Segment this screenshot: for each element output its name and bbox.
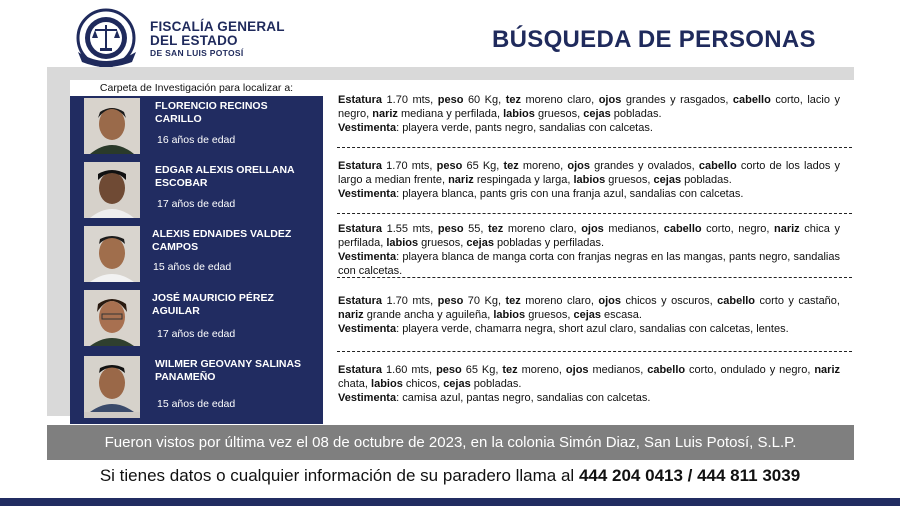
person-name: WILMER GEOVANY SALINAS PANAMEÑO — [155, 358, 302, 383]
description-keyword: ojos — [598, 94, 622, 106]
description-keyword: ojos — [567, 160, 590, 172]
person-description — [338, 222, 840, 278]
description-text: gruesos, — [534, 108, 584, 120]
description-text: grande ancha y aguileña, — [363, 309, 494, 321]
org-name-line1: FISCALÍA GENERAL — [150, 19, 285, 34]
person-name: JOSÉ MAURICIO PÉREZ AGUILAR — [152, 292, 274, 317]
description-keyword: nariz — [338, 309, 364, 321]
description-text: 1.70 mts, — [382, 94, 438, 106]
page-title: BÚSQUEDA DE PERSONAS — [492, 26, 816, 53]
last-seen-banner: Fueron vistos por última vez el 08 de octubre de 2023, en la colonia Simón Diaz, San Luis Potosí, S.L.P. — [47, 425, 854, 460]
description-text: gruesos, — [605, 174, 654, 186]
description-keyword: cabello — [717, 295, 756, 307]
person-card — [80, 356, 320, 414]
description-text: 1.70 mts, — [382, 160, 437, 172]
description-keyword: Estatura — [338, 160, 383, 172]
person-age: 15 años de edad — [157, 398, 236, 410]
description-keyword: labios — [573, 174, 606, 186]
description-keyword: ojos — [581, 223, 604, 235]
description-text: moreno claro, — [503, 223, 582, 235]
person-description — [338, 363, 840, 405]
description-keyword: cejas — [573, 309, 601, 321]
description-keyword: peso — [437, 295, 464, 307]
person-name: FLORENCIO RECINOS CARILLO — [155, 100, 268, 125]
description-text: escasa. — [600, 309, 642, 321]
description-keyword: cabello — [647, 364, 686, 376]
vestimenta-text: : playera blanca de manga corta con franjas negras en las mangas, pants negro, sandalias con calcetas. — [338, 251, 840, 277]
description-text: pobladas y perfiladas. — [493, 237, 605, 249]
description-keyword: peso — [437, 94, 464, 106]
vestimenta-text: : playera verde, chamarra negra, short azul claro, sandalias con calcetas, lentes. — [396, 323, 789, 335]
description-keyword: ojos — [598, 295, 621, 307]
vestimenta-label: Vestimenta — [338, 251, 397, 263]
description-keyword: nariz — [448, 174, 474, 186]
description-text: 1.70 mts, — [382, 295, 438, 307]
person-age: 17 años de edad — [157, 328, 236, 340]
description-text: corto, lacio y negro, — [338, 94, 840, 120]
contact-line — [0, 466, 900, 486]
bottom-strip — [0, 498, 900, 506]
description-text: grandes y rasgados, — [621, 94, 733, 106]
description-text: medianos, — [588, 364, 648, 376]
description-text: corto, negro, — [701, 223, 774, 235]
description-text: pobladas. — [610, 108, 662, 120]
person-photo — [84, 226, 140, 282]
description-keyword: labios — [386, 237, 419, 249]
person-photo — [84, 356, 140, 418]
description-text: 55, — [463, 223, 489, 235]
description-text: gruesos, — [525, 309, 574, 321]
description-keyword: cejas — [466, 237, 494, 249]
description-text: mediana y perfilada, — [397, 108, 504, 120]
person-name: EDGAR ALEXIS ORELLANA ESCOBAR — [155, 164, 295, 189]
description-text: corto y castaño, — [755, 295, 840, 307]
description-keyword: peso — [436, 364, 462, 376]
org-name-line2: DEL ESTADO — [150, 33, 238, 48]
vestimenta-text: : playera blanca, pants gris con una franja azul, sandalias con calcetas. — [396, 188, 744, 200]
description-keyword: nariz — [372, 108, 398, 120]
person-description — [338, 294, 840, 336]
person-photo — [84, 162, 140, 218]
description-text: chicos, — [402, 378, 444, 390]
description-keyword: tez — [503, 160, 519, 172]
divider — [337, 147, 852, 148]
description-text: pobladas. — [470, 378, 522, 390]
vestimenta-label: Vestimenta — [338, 188, 397, 200]
person-card — [80, 162, 320, 220]
contact-phones: 444 204 0413 / 444 811 3039 — [578, 466, 801, 485]
description-keyword: nariz — [774, 223, 800, 235]
description-keyword: peso — [437, 223, 464, 235]
description-keyword: Estatura — [338, 364, 383, 376]
description-text: corto, ondulado y negro, — [685, 364, 815, 376]
person-card — [80, 98, 320, 156]
person-description — [338, 159, 840, 201]
description-keyword: cejas — [443, 378, 471, 390]
agency-logo — [70, 8, 285, 70]
description-text: moreno, — [518, 160, 568, 172]
description-keyword: nariz — [814, 364, 841, 376]
description-keyword: ojos — [565, 364, 589, 376]
divider — [337, 213, 852, 214]
person-name: ALEXIS EDNAIDES VALDEZ CAMPOS — [152, 228, 292, 253]
person-age: 16 años de edad — [157, 134, 236, 146]
carpeta-label: Carpeta de Investigación para localizar a: — [70, 80, 323, 96]
contact-text: Si tienes datos o cualquier información de su paradero llama al — [99, 466, 579, 485]
description-keyword: labios — [371, 378, 403, 390]
description-keyword: cabello — [698, 160, 737, 172]
vestimenta-text: : playera verde, pants negro, sandalias con calcetas. — [396, 122, 653, 134]
description-keyword: cejas — [653, 174, 682, 186]
description-keyword: Estatura — [338, 295, 383, 307]
description-text: 60 Kg, — [463, 94, 506, 106]
description-text: gruesos, — [418, 237, 467, 249]
person-age: 17 años de edad — [157, 198, 236, 210]
description-keyword: cejas — [583, 108, 611, 120]
vestimenta-label: Vestimenta — [338, 392, 397, 404]
description-text: corto de los lados y largo a median frente, — [338, 160, 840, 186]
description-keyword: tez — [502, 364, 518, 376]
description-text: chica y perfilada, — [338, 223, 840, 249]
person-photo — [84, 98, 140, 154]
person-card — [80, 290, 320, 348]
description-text: medianos, — [603, 223, 664, 235]
description-text: 70 Kg, — [463, 295, 506, 307]
description-keyword: tez — [488, 223, 504, 235]
description-text: pobladas. — [681, 174, 732, 186]
description-text: moreno claro, — [520, 94, 599, 106]
description-text: 65 Kg, — [461, 364, 503, 376]
description-keyword: Estatura — [338, 94, 383, 106]
description-keyword: cabello — [663, 223, 702, 235]
seal-icon — [70, 8, 146, 70]
person-card — [80, 226, 320, 284]
org-name-line3: DE SAN LUIS POTOSÍ — [150, 48, 244, 58]
person-age: 15 años de edad — [153, 261, 232, 273]
vestimenta-label: Vestimenta — [338, 122, 397, 134]
description-text: chicos y oscuros, — [620, 295, 718, 307]
description-keyword: labios — [493, 309, 526, 321]
description-keyword: peso — [436, 160, 463, 172]
person-photo — [84, 290, 140, 346]
description-text: 1.60 mts, — [382, 364, 437, 376]
description-keyword: tez — [505, 295, 521, 307]
description-text: 65 Kg, — [462, 160, 504, 172]
vestimenta-label: Vestimenta — [338, 323, 397, 335]
vestimenta-text: : camisa azul, pantas negro, sandalias con calcetas. — [396, 392, 651, 404]
description-text: respingada y larga, — [473, 174, 574, 186]
description-keyword: labios — [503, 108, 535, 120]
divider — [337, 277, 852, 278]
description-keyword: Estatura — [338, 223, 383, 235]
description-keyword: tez — [505, 94, 521, 106]
description-text: moreno, — [517, 364, 566, 376]
description-text: grandes y ovalados, — [590, 160, 699, 172]
description-text: chata, — [338, 378, 372, 390]
description-text: 1.55 mts, — [382, 223, 438, 235]
description-text: moreno claro, — [520, 295, 599, 307]
description-keyword: cabello — [732, 94, 771, 106]
person-description — [338, 93, 840, 135]
divider — [337, 351, 852, 352]
